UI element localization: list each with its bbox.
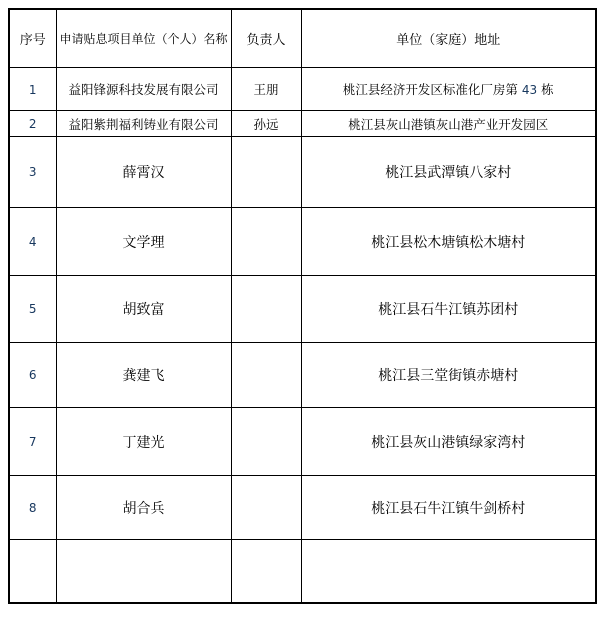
table-row — [9, 208, 596, 276]
unit-address-cell: 桃江县武潭镇八家村 — [301, 137, 596, 208]
table-row — [9, 540, 596, 603]
serial-number-cell — [9, 137, 56, 208]
person-in-charge-cell — [231, 137, 301, 208]
header-row — [9, 9, 596, 68]
person-in-charge-cell — [231, 476, 301, 540]
digit-text: 8 — [28, 500, 37, 515]
table-row — [9, 276, 596, 343]
person-in-charge-cell: 王朋 — [231, 68, 301, 111]
unit-address-cell: 桃江县松木塘镇松木塘村 — [301, 208, 596, 276]
header-unit-address: 单位（家庭）地址 — [301, 9, 596, 68]
table-row — [9, 111, 596, 137]
serial-number-cell — [9, 68, 56, 111]
serial-number-cell — [9, 343, 56, 408]
applicant-name-cell: 益阳紫荆福利铸业有限公司 — [56, 111, 231, 137]
table-row — [9, 68, 596, 111]
serial-number-cell — [9, 276, 56, 343]
unit-address-cell: 桃江县经济开发区标准化厂房第 43 栋 — [301, 68, 596, 111]
unit-address-cell: 桃江县灰山港镇绿家湾村 — [301, 408, 596, 476]
applicant-name-cell — [56, 540, 231, 603]
digit-text: 7 — [28, 434, 37, 449]
unit-address-cell — [301, 540, 596, 603]
table-body — [9, 68, 596, 603]
unit-address-cell: 桃江县石牛江镇牛剑桥村 — [301, 476, 596, 540]
applicant-name-cell: 薛霄汉 — [56, 137, 231, 208]
digit-text: 2 — [28, 117, 37, 131]
unit-address-cell: 桃江县石牛江镇苏团村 — [301, 276, 596, 343]
table-row — [9, 343, 596, 408]
table-row — [9, 137, 596, 208]
person-in-charge-cell — [231, 540, 301, 603]
applicant-name-cell: 龚建飞 — [56, 343, 231, 408]
header-serial-number: 序号 — [9, 9, 56, 68]
applicant-name-cell: 益阳锋源科技发展有限公司 — [56, 68, 231, 111]
applicant-name-cell: 文学理 — [56, 208, 231, 276]
table-row — [9, 476, 596, 540]
digit-text: 5 — [28, 302, 37, 316]
serial-number-cell — [9, 476, 56, 540]
header-person-in-charge: 负责人 — [231, 9, 301, 68]
person-in-charge-cell — [231, 343, 301, 408]
digit-text: 1 — [28, 82, 37, 97]
person-in-charge-cell: 孙远 — [231, 111, 301, 137]
table-header — [9, 9, 596, 68]
table-row — [9, 408, 596, 476]
applicant-name-cell: 胡合兵 — [56, 476, 231, 540]
serial-number-cell — [9, 208, 56, 276]
digit-text: 3 — [28, 165, 37, 179]
serial-number-cell — [9, 111, 56, 137]
person-in-charge-cell — [231, 408, 301, 476]
digit-text: 43 — [521, 83, 538, 97]
applicant-name-cell: 胡致富 — [56, 276, 231, 343]
digit-text: 4 — [28, 234, 37, 249]
digit-text: 6 — [28, 368, 37, 382]
person-in-charge-cell — [231, 208, 301, 276]
header-applicant-name: 申请贴息项目单位（个人）名称 — [56, 9, 231, 68]
interest-subsidy-applicants-table — [8, 8, 597, 604]
unit-address-cell: 桃江县三堂街镇赤塘村 — [301, 343, 596, 408]
applicant-name-cell: 丁建光 — [56, 408, 231, 476]
serial-number-cell — [9, 540, 56, 603]
person-in-charge-cell — [231, 276, 301, 343]
unit-address-cell: 桃江县灰山港镇灰山港产业开发园区 — [301, 111, 596, 137]
serial-number-cell — [9, 408, 56, 476]
